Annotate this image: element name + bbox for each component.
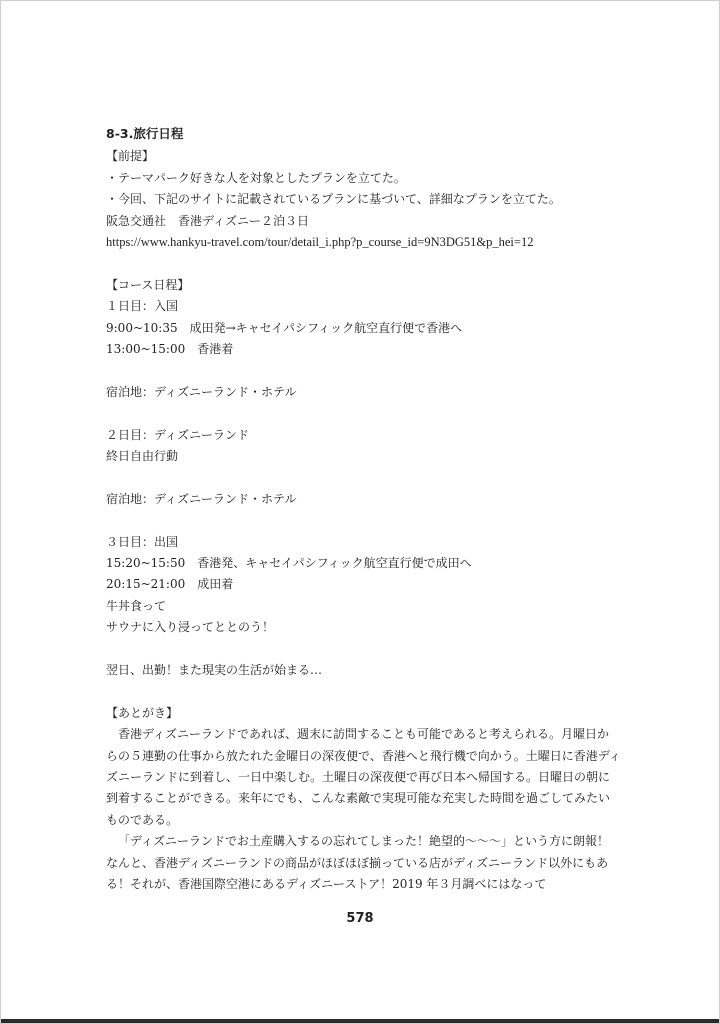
- spacer: [106, 403, 621, 424]
- day3-item: 牛丼食って: [106, 598, 167, 613]
- premise-line: ・テーマパーク好きな人を対象としたプランを立てた。: [106, 170, 406, 185]
- premise-line: ・今回、下記のサイトに記載されているプランに基づいて、詳細なプランを立てた。: [106, 192, 561, 207]
- afterword-paragraph: 香港ディズニーランドであれば、週末に訪問することも可能であると考えられる。月曜日からの５連勤の仕事から放たれた金曜日の深夜便で、香港へと飛行機で向かう。土曜日に香港ディズニーランドに到着し、一日中楽しむ。土曜日の深夜便で再び日本へ帰国する。日曜日の朝に到着することができる。来年にでも、こんな素敵で実現可能な充実した時間を過ごしてみたいものである。: [106, 727, 621, 827]
- premise-title: 【前提】: [106, 149, 155, 164]
- day1-item: 13:00~15:00 香港着: [106, 342, 234, 357]
- afterword-title: 【あとがき】: [106, 705, 179, 720]
- spacer: [106, 510, 621, 531]
- page-number: 578: [346, 911, 374, 926]
- day3-item: サウナに入り浸ってととのう！: [106, 620, 275, 635]
- day1-stay: 宿泊地：ディズニーランド・ホテル: [106, 384, 297, 399]
- day3-item: 20:15~21:00 成田着: [106, 577, 234, 592]
- page-bottom-border: [1, 1019, 719, 1023]
- spacer: [106, 253, 621, 274]
- day3-item: 15:20~15:50 香港発、キャセイパシフィック航空直行便で成田へ: [106, 556, 472, 571]
- day2-item: 終日自由行動: [106, 449, 179, 464]
- day2-stay: 宿泊地：ディズニーランド・ホテル: [106, 491, 297, 506]
- spacer: [106, 360, 621, 381]
- day1-title: １日目：入国: [106, 299, 179, 314]
- spacer: [106, 467, 621, 488]
- next-day-note: 翌日、出勤！また現実の生活が始まる…: [106, 663, 323, 678]
- day2-title: ２日目：ディズニーランド: [106, 427, 250, 442]
- day3-title: ３日目：出国: [106, 534, 179, 549]
- course-title: 【コース日程】: [106, 277, 190, 292]
- afterword-paragraph: 「ディズニーランドでお土産購入するの忘れてしまった！絶望的〜〜〜」という方に朗報！なんと、香港ディズニーランドの商品がほぼほぼ揃っている店がディズニーランド以外にもある！それが、香港国際空港にあるディズニーストア！2019 年３月調べにはなって: [106, 834, 610, 892]
- premise-line: 阪急交通社 香港ディズニー２泊３日: [106, 213, 310, 228]
- spacer: [106, 639, 621, 660]
- page-content: [106, 123, 621, 896]
- day1-item: 9:00~10:35 成田発→キャセイパシフィック航空直行便で香港へ: [106, 320, 463, 335]
- tour-url-link[interactable]: https://www.hankyu-travel.com/tour/detail_i.php?p_course_id=9N3DG51&p_hei=12: [106, 235, 534, 250]
- spacer: [106, 681, 621, 702]
- section-heading: 8-3.旅行日程: [106, 126, 184, 141]
